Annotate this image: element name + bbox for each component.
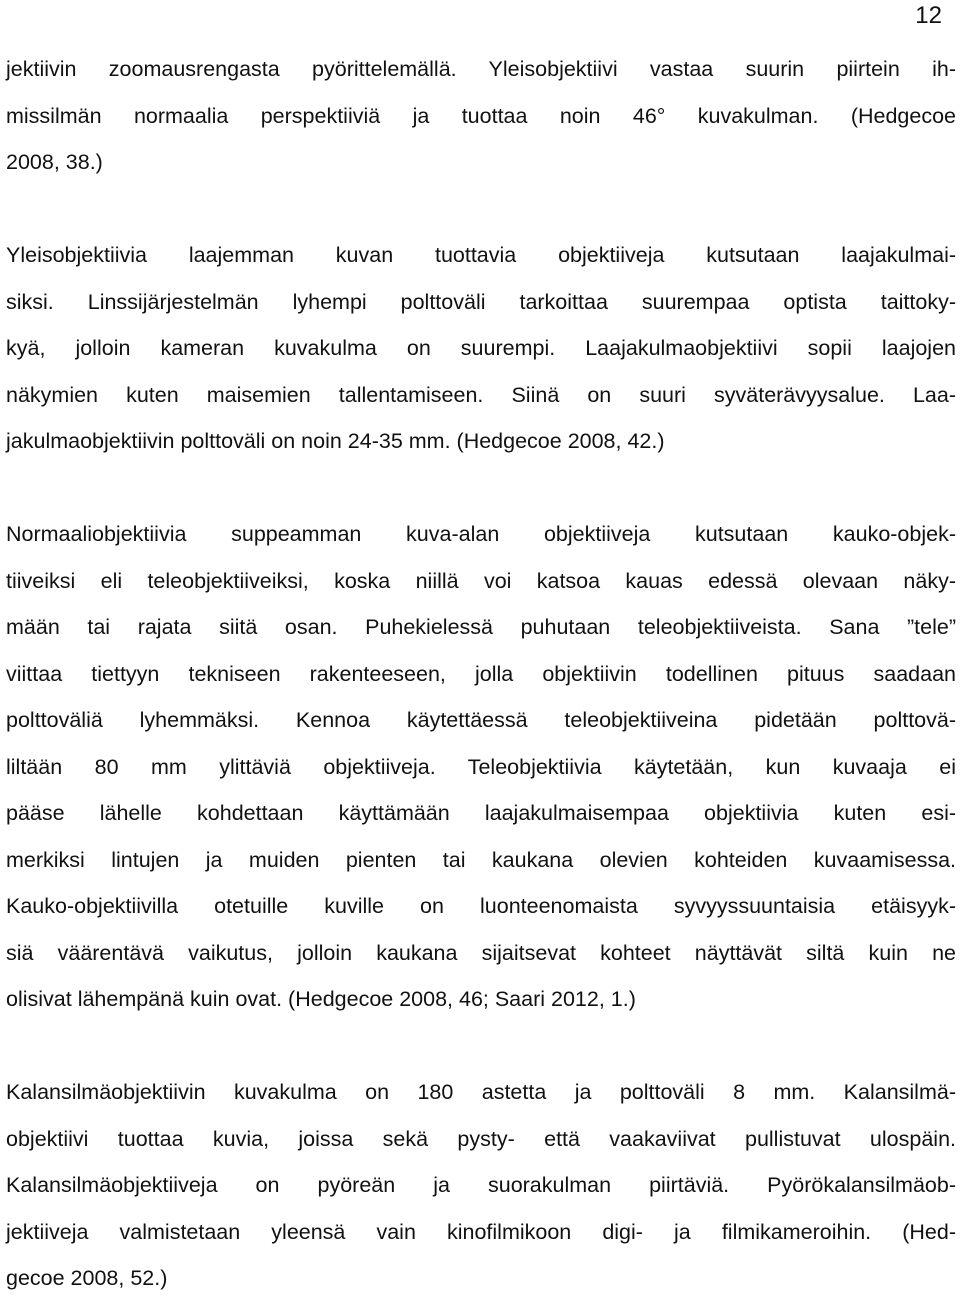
paragraph-fisheye-lens: [6, 1069, 956, 1302]
document-body: [6, 46, 956, 1302]
text-line: kyä, jolloin kameran kuvakulma on suurempi. Laajakulmaobjektiivi sopii laajojen: [6, 336, 956, 360]
paragraph-gap: [6, 465, 956, 512]
text-line: Normaaliobjektiivia suppeamman kuva-alan objektiiveja kutsutaan kauko-objek-: [6, 522, 956, 546]
text-line: viittaa tiettyyn tekniseen rakenteeseen, jolla objektiivin todellinen pituus saadaan: [6, 661, 956, 686]
text-line: jakulmaobjektiivin polttoväli on noin 24-35 mm. (Hedgecoe 2008, 42.): [6, 429, 665, 453]
text-line: mään tai rajata siitä osan. Puhekielessä puhutaan teleobjektiiveista. Sana ”tele”: [6, 615, 956, 639]
text-line: 2008, 38.): [6, 150, 103, 174]
paragraph-standard-lens: [6, 46, 956, 186]
text-line: siksi. Linssijärjestelmän lyhempi polttoväli tarkoittaa suurempaa optista taittoky-: [6, 289, 956, 314]
text-line: Kauko-objektiivilla otetuille kuville on luonteenomaista syvyyssuuntaisia etäisyyk-: [6, 894, 956, 918]
text-line: merkiksi lintujen ja muiden pienten tai kaukana olevien kohteiden kuvaamisessa.: [6, 847, 956, 872]
paragraph-telephoto-lens: [6, 511, 956, 1023]
text-line: Kalansilmäobjektiivin kuvakulma on 180 astetta ja polttoväli 8 mm. Kalansilmä-: [6, 1080, 956, 1104]
text-line: pääse lähelle kohdettaan käyttämään laajakulmaisempaa objektiivia kuten esi-: [6, 801, 956, 825]
text-line: jektiiveja valmistetaan yleensä vain kinofilmikoon digi- ja filmikameroihin. (Hed-: [6, 1219, 956, 1244]
paragraph-gap: [6, 186, 956, 233]
page-number: 12: [915, 2, 942, 29]
text-line: olisivat lähempänä kuin ovat. (Hedgecoe 2008, 46; Saari 2012, 1.): [6, 987, 636, 1011]
text-line: gecoe 2008, 52.): [6, 1266, 168, 1290]
paragraph-gap: [6, 1023, 956, 1070]
text-line: Kalansilmäobjektiiveja on pyöreän ja suorakulman piirtäviä. Pyörökalansilmäob-: [6, 1173, 956, 1197]
text-line: näkymien kuten maisemien tallentamiseen. Siinä on suuri syväterävyysalue. Laa-: [6, 382, 956, 407]
text-line: siä väärentävä vaikutus, jolloin kaukana sijaitsevat kohteet näyttävät siltä kuin ne: [6, 940, 956, 965]
text-line: liltään 80 mm ylittäviä objektiiveja. Teleobjektiivia käytetään, kun kuvaaja ei: [6, 754, 956, 779]
text-line: Yleisobjektiivia laajemman kuvan tuottavia objektiiveja kutsutaan laajakulmai-: [6, 243, 956, 267]
paragraph-wide-angle-lens: [6, 232, 956, 465]
text-line: tiiveiksi eli teleobjektiiveiksi, koska niillä voi katsoa kauas edessä olevaan näky-: [6, 568, 956, 593]
text-line: polttoväliä lyhemmäksi. Kennoa käytettäessä teleobjektiiveina pidetään polttovä-: [6, 708, 956, 732]
text-line: missilmän normaalia perspektiiviä ja tuottaa noin 46° kuvakulman. (Hedgecoe: [6, 103, 956, 128]
text-line: objektiivi tuottaa kuvia, joissa sekä pysty- että vaakaviivat pullistuvat ulospäin.: [6, 1126, 956, 1151]
text-line: jektiivin zoomausrengasta pyörittelemällä. Yleisobjektiivi vastaa suurin piirtein ih-: [6, 57, 956, 81]
